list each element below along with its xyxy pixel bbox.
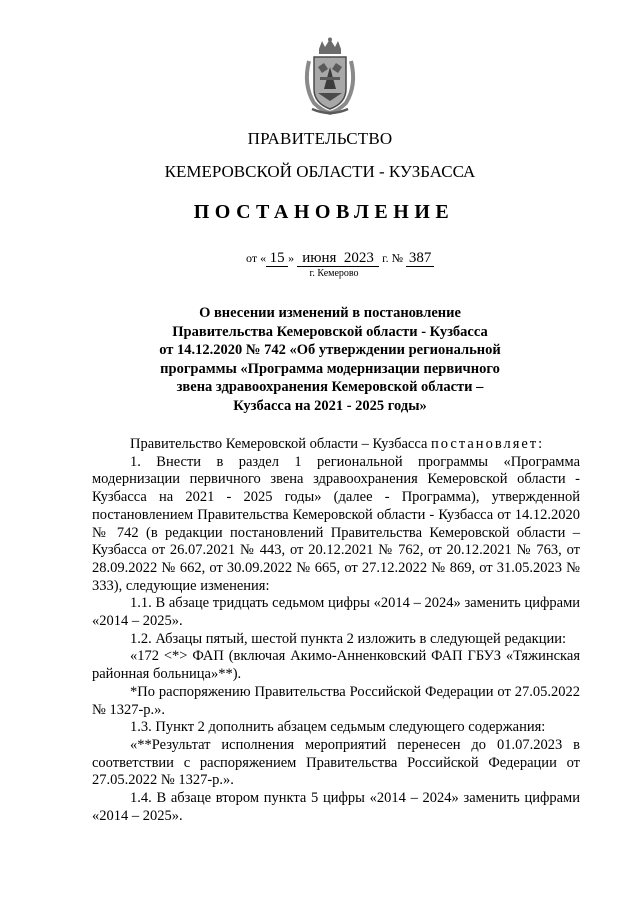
coat-of-arms-emblem — [300, 37, 360, 117]
date-line — [246, 251, 434, 267]
date-quote-close: » — [288, 251, 295, 265]
title-line: Правительства Кемеровской области - Кузбасса — [172, 323, 488, 340]
date-year: 2023 — [343, 250, 374, 266]
intro-paragraph — [92, 436, 580, 454]
document-body — [92, 436, 580, 825]
title-line: программы «Программа модернизации первичного — [160, 360, 500, 377]
title-line: О внесении изменений в постановление — [199, 305, 461, 321]
government-name-line1: ПРАВИТЕЛЬСТВО — [247, 129, 393, 148]
document-number: 387 — [406, 251, 434, 267]
body-paragraph: 1.4. В абзаце втором пункта 5 цифры «2014 – 2024» заменить цифрами «2014 – 2025». — [92, 790, 580, 824]
body-paragraph: «**Результат исполнения мероприятий перенесен до 01.07.2023 в соответствии с распоряжением Правительства Российской Федерации от 27.05.2022 № 1327-р.». — [92, 736, 580, 789]
body-paragraph: 1.2. Абзацы пятый, шестой пункта 2 изложить в следующей редакции: — [130, 630, 567, 647]
date-month-year — [297, 251, 379, 267]
city: г. Кемерово — [309, 268, 359, 279]
date-day: 15 — [266, 251, 288, 267]
intro-text: Правительство Кемеровской области – Кузбасса — [130, 436, 428, 452]
crown-icon — [319, 38, 341, 55]
date-year-suffix: г. — [382, 251, 389, 265]
title-line: звена здравоохранения Кемеровской области – — [176, 379, 484, 396]
government-name-line2: КЕМЕРОВСКОЙ ОБЛАСТИ - КУЗБАССА — [164, 162, 476, 181]
date-prefix: от « — [246, 251, 267, 265]
title-line: Кузбасса на 2021 - 2025 годы» — [233, 397, 427, 414]
intro-verb: постановляет: — [431, 436, 545, 452]
body-paragraph: 1. Внести в раздел 1 региональной программы «Программа модернизации первичного звена здравоохранения Кемеровской области - Кузбасса на 2021 - 2025 годы» (далее - Программа), утвержденной постановлением Правительства Кемеровской области - Кузбасса от 14.12.2020 № 742 (в редакции постановлений Правительства Кемеровской области – Кузбасса от 26.07.2021 № 443, от 20.12.2021 № 762, от 20.12.2021 № 763, от 28.09.2022 № 662, от 30.09.2022 № 665, от 27.12.2022 № 869, от 31.05.2023 № 333), следующие изменения: — [92, 453, 580, 594]
title-line: от 14.12.2020 № 742 «Об утверждении региональной — [159, 342, 501, 359]
document-type: ПОСТАНОВЛЕНИЕ — [193, 201, 455, 223]
document-title — [90, 304, 570, 416]
body-paragraph: «172 <*> ФАП (включая Акимо-Анненковский ФАП ГБУЗ «Тяжинская районная больница»**). — [92, 648, 580, 683]
body-paragraph: 1.1. В абзаце тридцать седьмом цифры «2014 – 2024» заменить цифрами «2014 – 2025». — [92, 595, 580, 630]
body-paragraph: 1.3. Пункт 2 дополнить абзацем седьмым следующего содержания: — [130, 719, 546, 736]
body-paragraph: *По распоряжению Правительства Российской Федерации от 27.05.2022 № 1327-р.». — [92, 683, 580, 718]
number-prefix: № — [391, 251, 404, 265]
date-month: июня — [302, 250, 337, 266]
